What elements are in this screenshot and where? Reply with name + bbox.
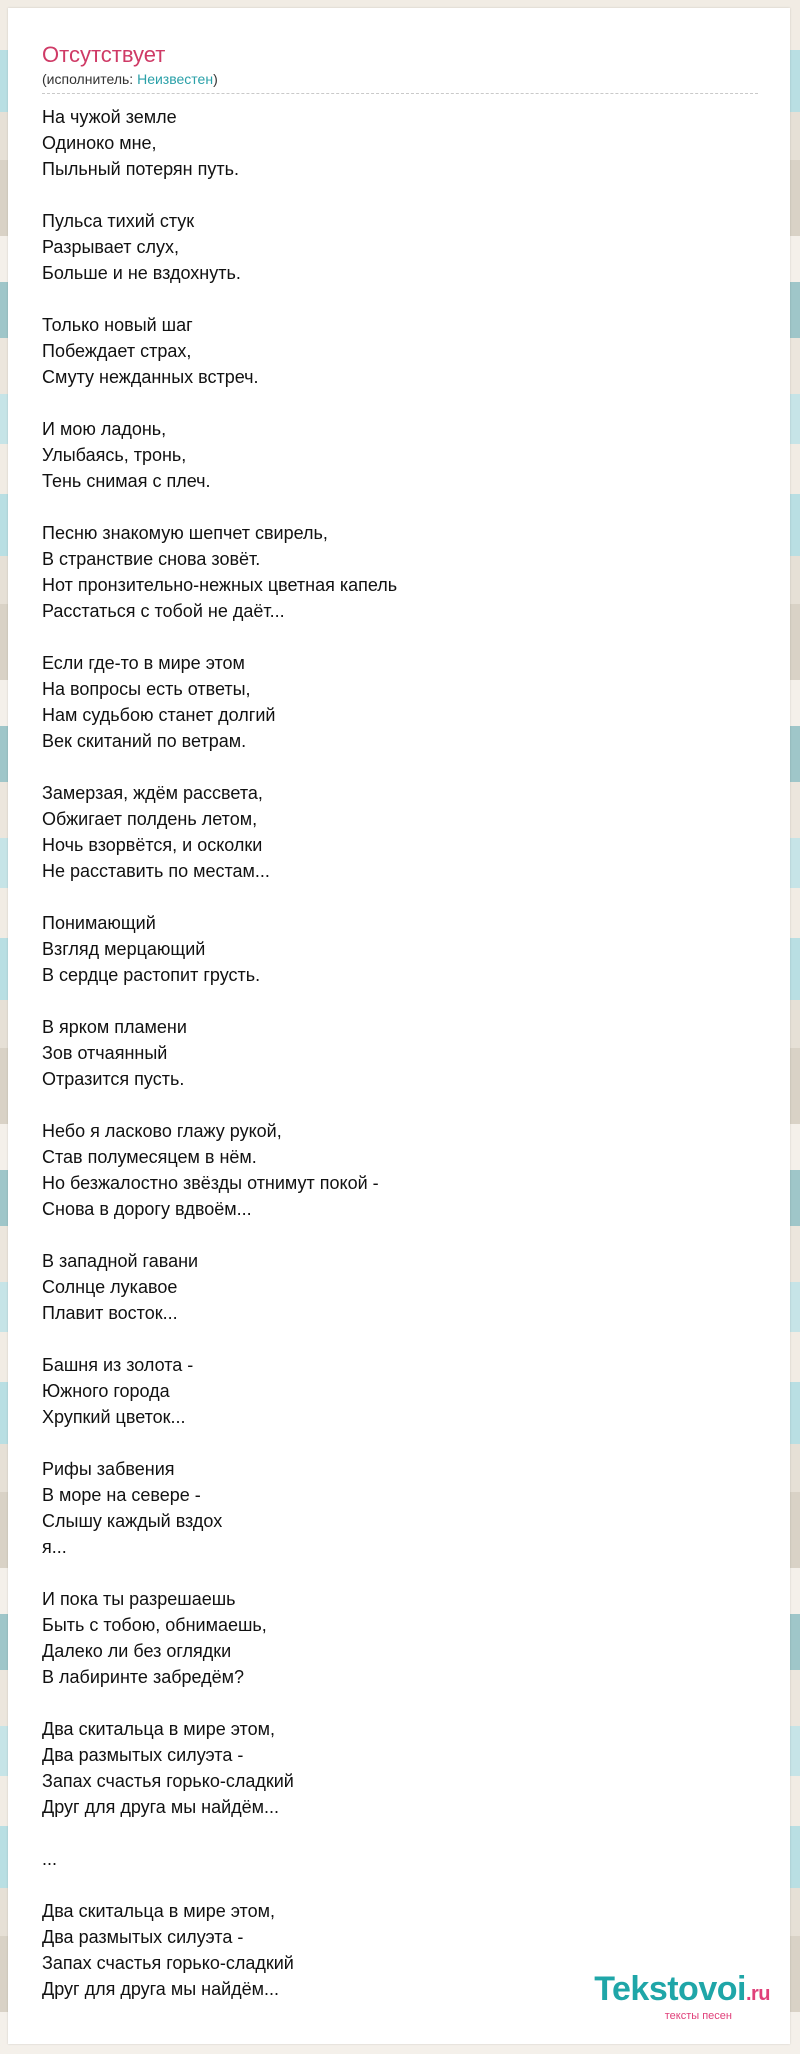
lyrics-stanza <box>42 910 758 988</box>
lyrics-line: Быть с тобою, обнимаешь, <box>42 1615 267 1635</box>
lyrics-stanza <box>42 208 758 286</box>
lyrics-line: Смуту нежданных встреч. <box>42 367 259 387</box>
lyrics-line: Друг для друга мы найдём... <box>42 1979 280 1999</box>
lyrics-line: В море на севере - <box>42 1485 201 1505</box>
lyrics-stanza <box>42 1014 758 1092</box>
site-logo[interactable] <box>594 1971 770 2022</box>
lyrics-stanza <box>42 520 758 624</box>
artist-prefix: (исполнитель: <box>42 71 138 87</box>
lyrics-stanza <box>42 104 758 182</box>
lyrics-line: я... <box>42 1537 67 1557</box>
lyrics-line: Расстаться с тобой не даёт... <box>42 601 285 621</box>
lyrics-text <box>42 104 758 2028</box>
lyrics-stanza <box>42 650 758 754</box>
song-title: Отсутствует <box>42 42 166 67</box>
lyrics-line: Замерзая, ждём рассвета, <box>42 783 263 803</box>
lyrics-stanza <box>42 1352 758 1430</box>
lyrics-line: На чужой земле <box>42 107 177 127</box>
artist-suffix: ) <box>213 71 218 87</box>
lyrics-line: В западной гавани <box>42 1251 199 1271</box>
lyrics-stanza <box>42 1846 758 1872</box>
lyrics-line: Песню знакомую шепчет свирель, <box>42 523 328 543</box>
lyrics-line: В странствие снова зовёт. <box>42 549 261 569</box>
lyrics-line: Два размытых силуэта - <box>42 1745 244 1765</box>
lyrics-line: Хрупкий цветок... <box>42 1407 186 1427</box>
header-divider <box>42 93 758 94</box>
lyrics-line: Больше и не вздохнуть. <box>42 263 241 283</box>
lyrics-line: Пульса тихий стук <box>42 211 195 231</box>
lyrics-card <box>8 8 790 2044</box>
lyrics-line: Нот пронзительно-нежных цветная капель <box>42 575 398 595</box>
lyrics-line: И мою ладонь, <box>42 419 167 439</box>
lyrics-line: Только новый шаг <box>42 315 193 335</box>
lyrics-line: В сердце растопит грусть. <box>42 965 261 985</box>
lyrics-stanza <box>42 1248 758 1326</box>
lyrics-line: ... <box>42 1849 58 1869</box>
lyrics-line: Рифы забвения <box>42 1459 175 1479</box>
lyrics-line: Два размытых силуэта - <box>42 1927 244 1947</box>
lyrics-stanza <box>42 312 758 390</box>
lyrics-line: В лабиринте забредём? <box>42 1667 245 1687</box>
lyrics-line: И пока ты разрешаешь <box>42 1589 236 1609</box>
lyrics-line: Обжигает полдень летом, <box>42 809 258 829</box>
logo-name: Tekstovoi <box>594 1970 746 2008</box>
lyrics-line: Ночь взорвётся, и осколки <box>42 835 263 855</box>
lyrics-line: Плавит восток... <box>42 1303 178 1323</box>
lyrics-line: Став полумесяцем в нём. <box>42 1147 257 1167</box>
lyrics-line: Небо я ласково глажу рукой, <box>42 1121 282 1141</box>
lyrics-line: Пыльный потерян путь. <box>42 159 239 179</box>
song-header <box>42 42 758 88</box>
lyrics-line: Понимающий <box>42 913 156 933</box>
logo-domain: .ru <box>745 1983 770 2005</box>
lyrics-stanza <box>42 1586 758 1690</box>
lyrics-line: Но безжалостно звёзды отнимут покой - <box>42 1173 379 1193</box>
lyrics-line: Слышу каждый вздох <box>42 1511 223 1531</box>
lyrics-line: Южного города <box>42 1381 170 1401</box>
lyrics-line: В ярком пламени <box>42 1017 187 1037</box>
lyrics-line: Взгляд мерцающий <box>42 939 206 959</box>
lyrics-line: Запах счастья горько-сладкий <box>42 1953 294 1973</box>
lyrics-line: Если где-то в мире этом <box>42 653 245 673</box>
lyrics-line: Улыбаясь, тронь, <box>42 445 187 465</box>
lyrics-line: Тень снимая с плеч. <box>42 471 211 491</box>
lyrics-line: Нам судьбою станет долгий <box>42 705 276 725</box>
lyrics-line: Побеждает страх, <box>42 341 192 361</box>
lyrics-stanza <box>42 1456 758 1560</box>
artist-link[interactable]: Неизвестен <box>137 71 214 87</box>
lyrics-stanza <box>42 416 758 494</box>
lyrics-line: Друг для друга мы найдём... <box>42 1797 280 1817</box>
lyrics-line: Одиноко мне, <box>42 133 157 153</box>
lyrics-line: Разрывает слух, <box>42 237 179 257</box>
lyrics-line: Башня из золота - <box>42 1355 194 1375</box>
logo-wordmark <box>594 1971 770 2012</box>
lyrics-line: Зов отчаянный <box>42 1043 168 1063</box>
lyrics-line: Далеко ли без оглядки <box>42 1641 232 1661</box>
lyrics-stanza <box>42 780 758 884</box>
lyrics-line: Два скитальца в мире этом, <box>42 1719 275 1739</box>
lyrics-line: Запах счастья горько-сладкий <box>42 1771 294 1791</box>
lyrics-stanza <box>42 1118 758 1222</box>
lyrics-line: Снова в дорогу вдвоём... <box>42 1199 252 1219</box>
artist-line <box>42 70 758 88</box>
lyrics-line: Век скитаний по ветрам. <box>42 731 247 751</box>
lyrics-line: Отразится пусть. <box>42 1069 185 1089</box>
lyrics-line: На вопросы есть ответы, <box>42 679 251 699</box>
lyrics-stanza <box>42 1716 758 1820</box>
lyrics-line: Солнце лукавое <box>42 1277 178 1297</box>
lyrics-line: Два скитальца в мире этом, <box>42 1901 275 1921</box>
logo-tagline: тексты песен <box>664 2010 732 2022</box>
lyrics-line: Не расставить по местам... <box>42 861 270 881</box>
